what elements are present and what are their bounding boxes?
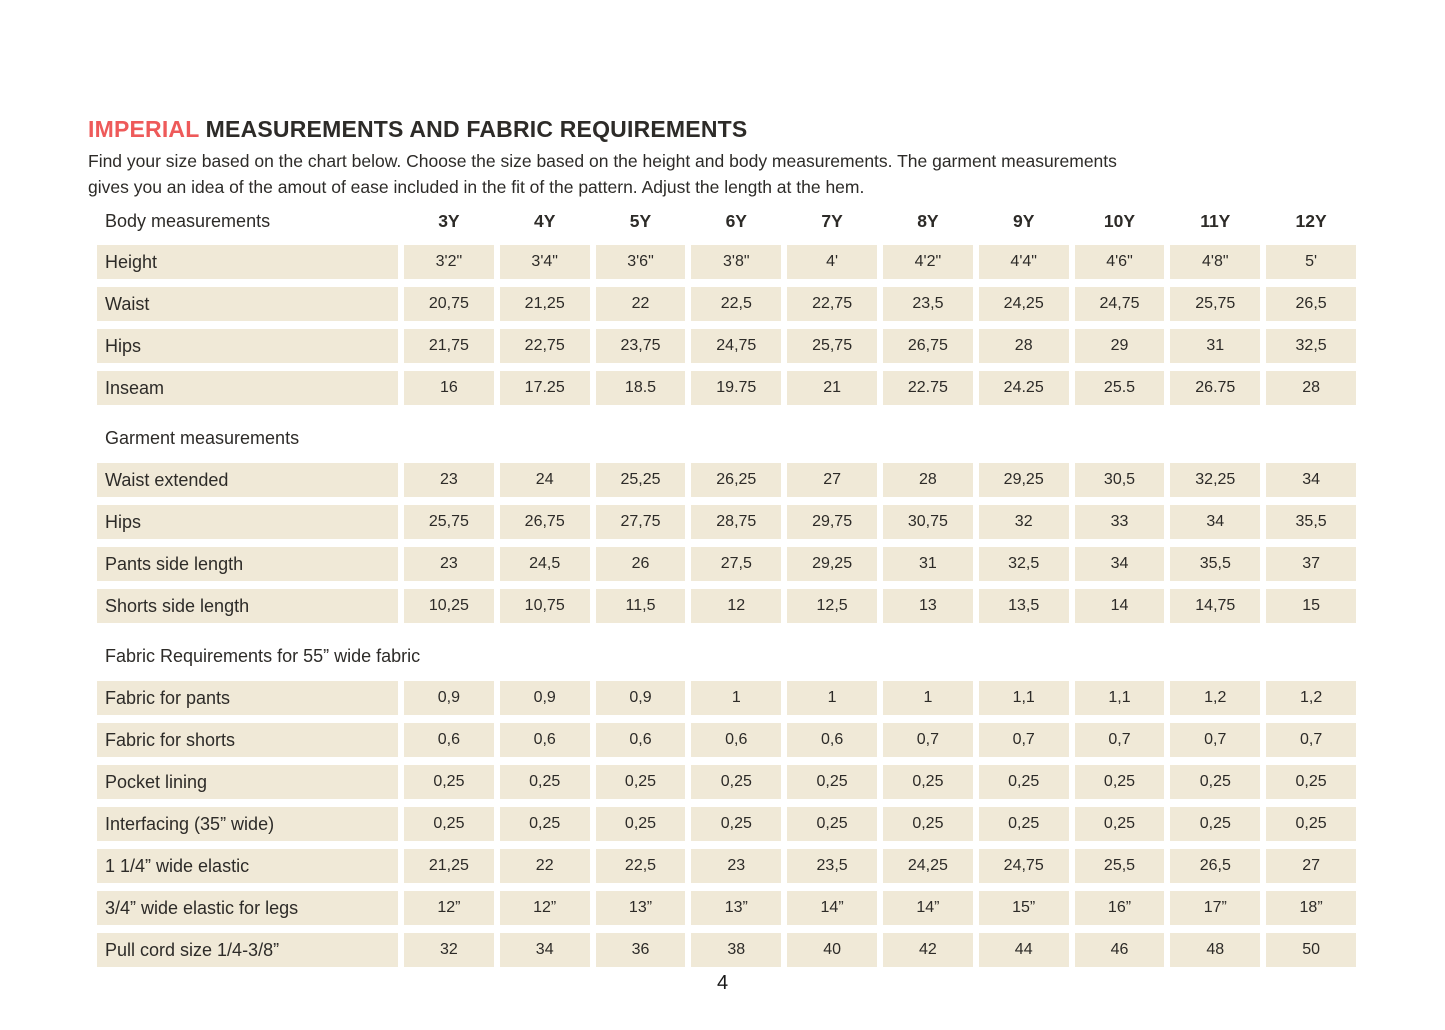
value-cell: 23 xyxy=(404,463,494,497)
row-label: 3/4” wide elastic for legs xyxy=(97,891,398,925)
value-cell: 10,75 xyxy=(500,589,590,623)
size-column-header: 8Y xyxy=(917,210,939,231)
value-cell: 12” xyxy=(404,891,494,925)
value-cell: 0,7 xyxy=(1170,723,1260,757)
value-cell: 32 xyxy=(404,933,494,967)
value-cell: 25,75 xyxy=(404,505,494,539)
title-accent: IMPERIAL xyxy=(88,116,200,142)
value-cell: 1,2 xyxy=(1266,681,1356,715)
value-cell: 26,75 xyxy=(500,505,590,539)
value-cell: 0,25 xyxy=(500,807,590,841)
value-cell: 0,25 xyxy=(1266,807,1356,841)
value-cell: 32 xyxy=(979,505,1069,539)
value-cell: 23,75 xyxy=(596,329,686,363)
table-row xyxy=(97,765,1356,799)
value-cell: 33 xyxy=(1075,505,1165,539)
value-cell: 0,6 xyxy=(500,723,590,757)
value-cell: 23,5 xyxy=(883,287,973,321)
value-cell: 21,25 xyxy=(404,849,494,883)
intro-text xyxy=(88,149,1378,200)
value-cell: 4' xyxy=(787,245,877,279)
value-cell: 1,1 xyxy=(1075,681,1165,715)
table-row xyxy=(97,681,1356,715)
value-cell: 22,75 xyxy=(787,287,877,321)
value-cell: 14” xyxy=(883,891,973,925)
value-cell: 3'8" xyxy=(691,245,781,279)
value-cell: 23 xyxy=(691,849,781,883)
value-cell: 4'4" xyxy=(979,245,1069,279)
value-cell: 25.5 xyxy=(1075,371,1165,405)
value-cell: 35,5 xyxy=(1266,505,1356,539)
row-label: Waist extended xyxy=(97,463,398,497)
value-cell: 1,1 xyxy=(979,681,1069,715)
value-cell: 24,75 xyxy=(979,849,1069,883)
value-cell: 27 xyxy=(1266,849,1356,883)
value-cell: 34 xyxy=(1266,463,1356,497)
size-column-header: 7Y xyxy=(821,210,843,231)
value-cell: 13” xyxy=(596,891,686,925)
value-cell: 0,25 xyxy=(404,807,494,841)
value-cell: 0,25 xyxy=(883,807,973,841)
table-row xyxy=(97,463,1356,497)
value-cell: 25,75 xyxy=(787,329,877,363)
value-cell: 0,6 xyxy=(404,723,494,757)
value-cell: 29,25 xyxy=(979,463,1069,497)
value-cell: 26 xyxy=(596,547,686,581)
value-cell: 12” xyxy=(500,891,590,925)
value-cell: 18.5 xyxy=(596,371,686,405)
size-column-header: 10Y xyxy=(1103,210,1136,231)
value-cell: 31 xyxy=(1170,329,1260,363)
value-cell: 3'4" xyxy=(500,245,590,279)
value-cell: 0,25 xyxy=(979,765,1069,799)
value-cell: 50 xyxy=(1266,933,1356,967)
value-cell: 19.75 xyxy=(691,371,781,405)
value-cell: 40 xyxy=(787,933,877,967)
header-label: Body measurements xyxy=(105,210,271,231)
value-cell: 30,75 xyxy=(883,505,973,539)
row-label: Fabric for pants xyxy=(97,681,398,715)
value-cell: 48 xyxy=(1170,933,1260,967)
value-cell: 0,7 xyxy=(1266,723,1356,757)
value-cell: 13 xyxy=(883,589,973,623)
intro-line-1: Find your size based on the chart below. Choose the size based on the height and body measurements. The garment measurements xyxy=(88,151,1117,171)
value-cell: 0,25 xyxy=(691,765,781,799)
value-cell: 12 xyxy=(691,589,781,623)
value-cell: 28 xyxy=(883,463,973,497)
value-cell: 4'6" xyxy=(1075,245,1165,279)
value-cell: 26,5 xyxy=(1266,287,1356,321)
value-cell: 0,9 xyxy=(500,681,590,715)
value-cell: 21,25 xyxy=(500,287,590,321)
value-cell: 0,25 xyxy=(1075,807,1165,841)
value-cell: 27,75 xyxy=(596,505,686,539)
size-column-header: 11Y xyxy=(1200,210,1231,231)
value-cell: 0,9 xyxy=(404,681,494,715)
value-cell: 22 xyxy=(500,849,590,883)
row-label: 1 1/4” wide elastic xyxy=(97,849,398,883)
value-cell: 23,5 xyxy=(787,849,877,883)
table-row xyxy=(97,891,1356,925)
table-row xyxy=(97,505,1356,539)
value-cell: 0,25 xyxy=(691,807,781,841)
value-cell: 32,5 xyxy=(979,547,1069,581)
value-cell: 4'8" xyxy=(1170,245,1260,279)
value-cell: 32,25 xyxy=(1170,463,1260,497)
row-label: Pocket lining xyxy=(97,765,398,799)
value-cell: 24.25 xyxy=(979,371,1069,405)
value-cell: 34 xyxy=(1075,547,1165,581)
value-cell: 22 xyxy=(596,287,686,321)
value-cell: 0,25 xyxy=(1170,765,1260,799)
value-cell: 0,25 xyxy=(1170,807,1260,841)
page-number: 4 xyxy=(716,972,729,994)
value-cell: 13,5 xyxy=(979,589,1069,623)
value-cell: 22,5 xyxy=(596,849,686,883)
value-cell: 16” xyxy=(1075,891,1165,925)
value-cell: 21 xyxy=(787,371,877,405)
value-cell: 22,75 xyxy=(500,329,590,363)
value-cell: 35,5 xyxy=(1170,547,1260,581)
value-cell: 26,25 xyxy=(691,463,781,497)
value-cell: 31 xyxy=(883,547,973,581)
value-cell: 24 xyxy=(500,463,590,497)
section-header: Fabric Requirements for 55” wide fabric xyxy=(105,645,421,666)
value-cell: 10,25 xyxy=(404,589,494,623)
size-column-header: 4Y xyxy=(533,210,556,231)
value-cell: 1 xyxy=(691,681,781,715)
value-cell: 32,5 xyxy=(1266,329,1356,363)
value-cell: 0,25 xyxy=(404,765,494,799)
value-cell: 0,25 xyxy=(596,765,686,799)
value-cell: 1 xyxy=(883,681,973,715)
title-rest: MEASUREMENTS AND FABRIC REQUIREMENTS xyxy=(205,116,748,142)
value-cell: 0,7 xyxy=(883,723,973,757)
value-cell: 1,2 xyxy=(1170,681,1260,715)
value-cell: 28 xyxy=(1266,371,1356,405)
value-cell: 0,7 xyxy=(1075,723,1165,757)
value-cell: 5' xyxy=(1266,245,1356,279)
value-cell: 38 xyxy=(691,933,781,967)
value-cell: 3'2" xyxy=(404,245,494,279)
value-cell: 0,25 xyxy=(500,765,590,799)
table-row xyxy=(97,329,1356,363)
value-cell: 24,75 xyxy=(691,329,781,363)
size-column-header: 9Y xyxy=(1012,210,1035,231)
value-cell: 26.75 xyxy=(1170,371,1260,405)
value-cell: 22.75 xyxy=(883,371,973,405)
row-label: Pants side length xyxy=(97,547,398,581)
value-cell: 22,5 xyxy=(691,287,781,321)
value-cell: 24,25 xyxy=(883,849,973,883)
row-label: Inseam xyxy=(97,371,398,405)
value-cell: 25,75 xyxy=(1170,287,1260,321)
table-row xyxy=(97,547,1356,581)
value-cell: 44 xyxy=(979,933,1069,967)
value-cell: 24,25 xyxy=(979,287,1069,321)
value-cell: 14” xyxy=(787,891,877,925)
value-cell: 18” xyxy=(1266,891,1356,925)
section-header: Garment measurements xyxy=(105,427,300,448)
value-cell: 0,6 xyxy=(596,723,686,757)
value-cell: 3'6" xyxy=(596,245,686,279)
value-cell: 0,25 xyxy=(787,807,877,841)
measurements-table xyxy=(97,203,1356,975)
table-row xyxy=(97,589,1356,623)
row-label: Fabric for shorts xyxy=(97,723,398,757)
value-cell: 20,75 xyxy=(404,287,494,321)
value-cell: 0,7 xyxy=(979,723,1069,757)
row-label: Pull cord size 1/4-3/8” xyxy=(97,933,398,967)
value-cell: 29,75 xyxy=(787,505,877,539)
table-row xyxy=(97,849,1356,883)
value-cell: 28,75 xyxy=(691,505,781,539)
size-column-header: 12Y xyxy=(1295,210,1327,231)
value-cell: 0,25 xyxy=(883,765,973,799)
value-cell: 15” xyxy=(979,891,1069,925)
table-row xyxy=(97,807,1356,841)
intro-line-2: gives you an idea of the amout of ease included in the fit of the pattern. Adjust the length at the hem. xyxy=(88,176,865,197)
value-cell: 25,5 xyxy=(1075,849,1165,883)
value-cell: 1 xyxy=(787,681,877,715)
value-cell: 26,75 xyxy=(883,329,973,363)
value-cell: 12,5 xyxy=(787,589,877,623)
value-cell: 11,5 xyxy=(596,589,686,623)
row-label: Waist xyxy=(97,287,398,321)
value-cell: 46 xyxy=(1075,933,1165,967)
row-label: Interfacing (35” wide) xyxy=(97,807,398,841)
table-header-row xyxy=(97,203,1356,239)
value-cell: 15 xyxy=(1266,589,1356,623)
value-cell: 24,75 xyxy=(1075,287,1165,321)
value-cell: 34 xyxy=(1170,505,1260,539)
table-row xyxy=(97,371,1356,405)
row-label: Height xyxy=(97,245,398,279)
value-cell: 37 xyxy=(1266,547,1356,581)
value-cell: 16 xyxy=(404,371,494,405)
row-label: Hips xyxy=(97,505,398,539)
value-cell: 27,5 xyxy=(691,547,781,581)
value-cell: 42 xyxy=(883,933,973,967)
value-cell: 29 xyxy=(1075,329,1165,363)
value-cell: 14 xyxy=(1075,589,1165,623)
value-cell: 4'2" xyxy=(883,245,973,279)
value-cell: 27 xyxy=(787,463,877,497)
value-cell: 0,25 xyxy=(1075,765,1165,799)
table-row xyxy=(97,287,1356,321)
table-row xyxy=(97,723,1356,757)
value-cell: 23 xyxy=(404,547,494,581)
value-cell: 17” xyxy=(1170,891,1260,925)
value-cell: 14,75 xyxy=(1170,589,1260,623)
value-cell: 26,5 xyxy=(1170,849,1260,883)
value-cell: 24,5 xyxy=(500,547,590,581)
value-cell: 28 xyxy=(979,329,1069,363)
value-cell: 0,6 xyxy=(691,723,781,757)
value-cell: 0,25 xyxy=(787,765,877,799)
value-cell: 29,25 xyxy=(787,547,877,581)
size-column-header: 5Y xyxy=(629,210,652,231)
value-cell: 36 xyxy=(596,933,686,967)
value-cell: 34 xyxy=(500,933,590,967)
value-cell: 13” xyxy=(691,891,781,925)
value-cell: 0,25 xyxy=(979,807,1069,841)
value-cell: 0,25 xyxy=(1266,765,1356,799)
value-cell: 21,75 xyxy=(404,329,494,363)
value-cell: 0,25 xyxy=(596,807,686,841)
table-row xyxy=(97,245,1356,279)
table-row xyxy=(97,933,1356,967)
value-cell: 17.25 xyxy=(500,371,590,405)
page-title xyxy=(88,116,747,143)
value-cell: 0,9 xyxy=(596,681,686,715)
value-cell: 30,5 xyxy=(1075,463,1165,497)
value-cell: 0,6 xyxy=(787,723,877,757)
size-column-header: 6Y xyxy=(725,210,747,231)
row-label: Shorts side length xyxy=(97,589,398,623)
size-column-header: 3Y xyxy=(438,210,460,231)
row-label: Hips xyxy=(97,329,398,363)
value-cell: 25,25 xyxy=(596,463,686,497)
